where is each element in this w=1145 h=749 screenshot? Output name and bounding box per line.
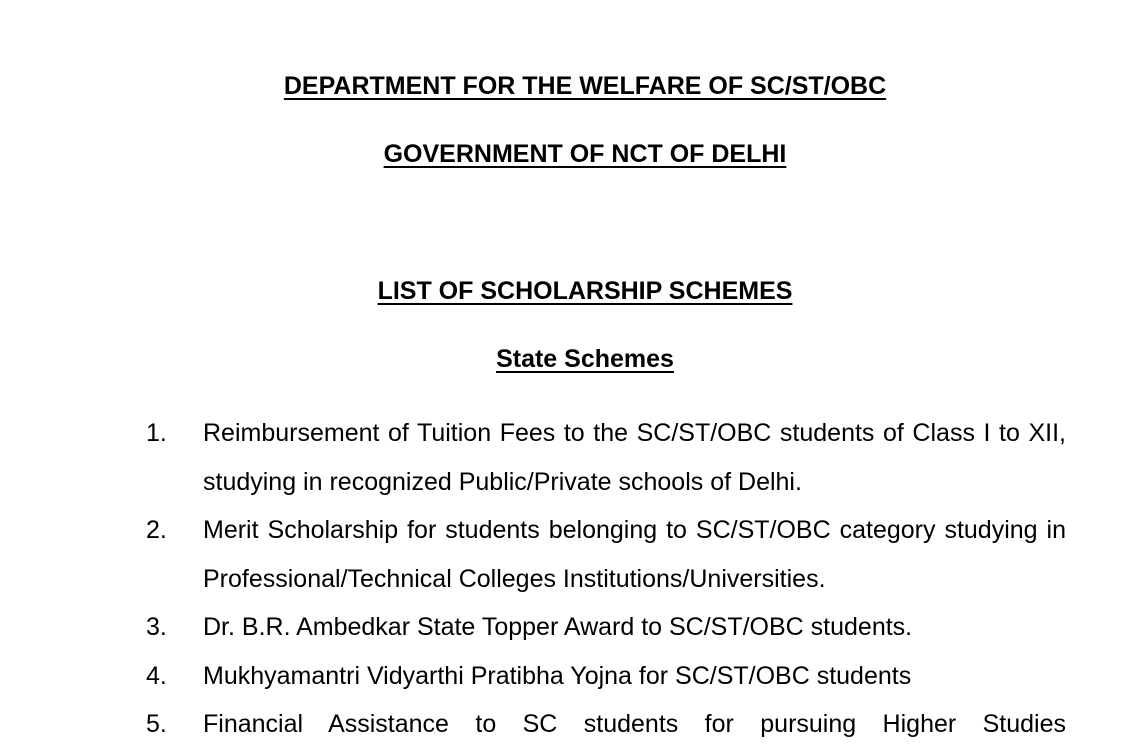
government-heading: GOVERNMENT OF NCT OF DELHI bbox=[383, 140, 787, 168]
scheme-text: Financial Assistance to SC students for pursuing Higher Studies bbox=[203, 710, 1066, 738]
scheme-item bbox=[146, 603, 1066, 652]
department-heading: DEPARTMENT FOR THE WELFARE OF SC/ST/OBC bbox=[283, 72, 887, 100]
scheme-item bbox=[146, 700, 1066, 749]
scheme-number: 3. bbox=[146, 613, 167, 641]
scheme-item bbox=[146, 409, 1066, 506]
scheme-item bbox=[146, 652, 1066, 701]
scheme-text: Reimbursement of Tuition Fees to the SC/ST/OBC students of Class I to XII, studying in recognized Public/Private schools of Delhi. bbox=[203, 419, 1066, 496]
scheme-text: Mukhyamantri Vidyarthi Pratibha Yojna for SC/ST/OBC students bbox=[203, 661, 912, 690]
state-schemes-heading: State Schemes bbox=[496, 345, 674, 373]
scheme-list-heading: LIST OF SCHOLARSHIP SCHEMES bbox=[377, 277, 793, 305]
scheme-number: 4. bbox=[146, 661, 167, 690]
scheme-number: 1. bbox=[146, 419, 167, 447]
scheme-item bbox=[146, 506, 1066, 603]
scheme-number: 5. bbox=[146, 710, 167, 738]
scheme-text: Dr. B.R. Ambedkar State Topper Award to SC/ST/OBC students. bbox=[203, 613, 913, 641]
scheme-list bbox=[146, 409, 1066, 749]
scheme-number: 2. bbox=[146, 516, 167, 544]
scheme-text: Merit Scholarship for students belonging to SC/ST/OBC category studying in Professional/Technical Colleges Institutions/Universities. bbox=[203, 516, 1066, 593]
